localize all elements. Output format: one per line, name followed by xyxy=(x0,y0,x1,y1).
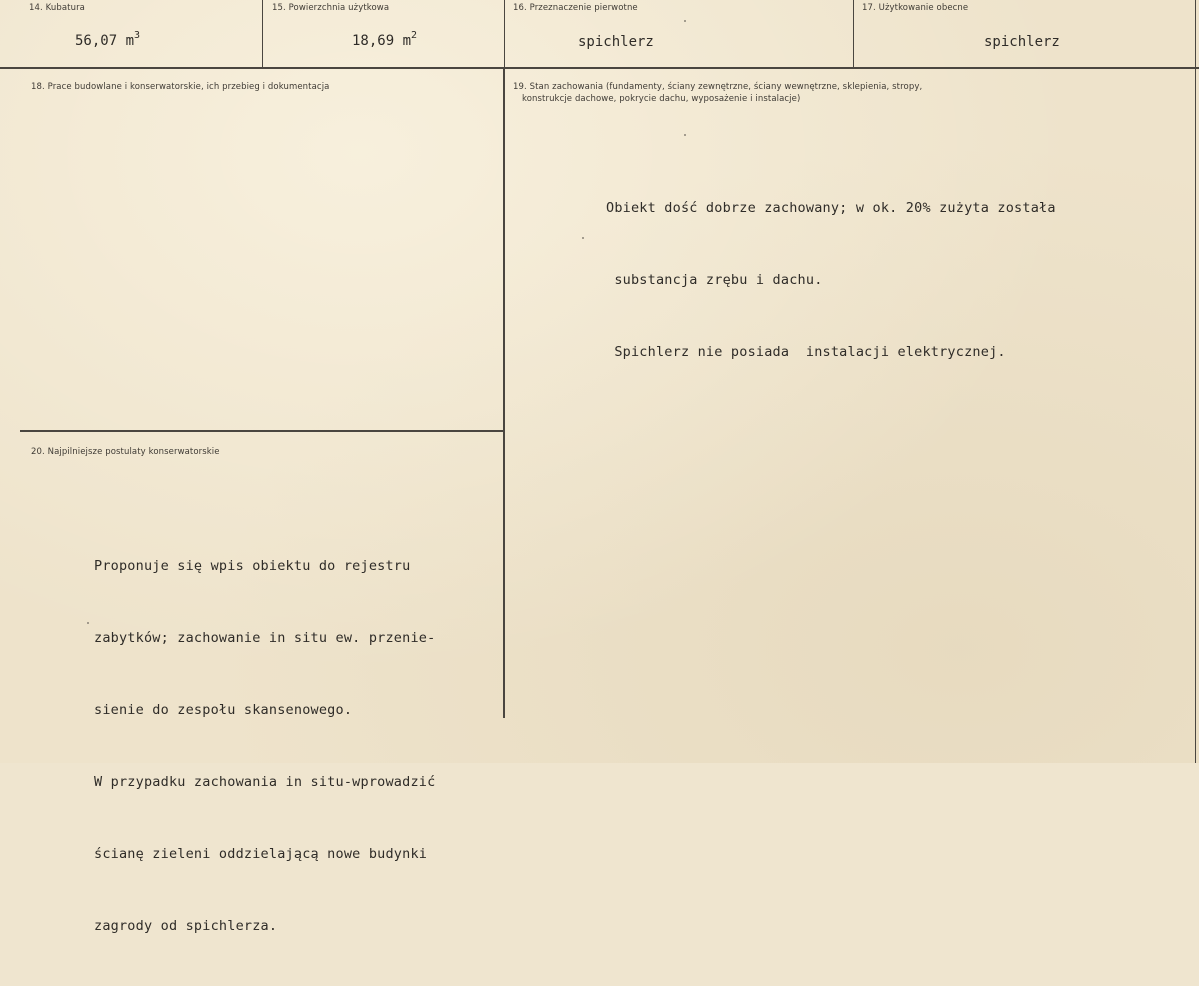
field-20-line: zabytków; zachowanie in situ ew. przenie- xyxy=(94,630,436,646)
field-19-line: Obiekt dość dobrze zachowany; w ok. 20% zużyta została xyxy=(606,200,1056,216)
powierzchnia-unit: m xyxy=(402,33,412,49)
paper-speck xyxy=(582,237,584,239)
top-row-bottom-rule xyxy=(0,67,1199,69)
field-19-line: substancja zrębu i dachu. xyxy=(606,272,823,288)
field-19-label-line2: konstrukcje dachowe, pokrycie dachu, wyposażenie i instalacje) xyxy=(522,94,801,104)
field-18-bottom-rule xyxy=(20,430,503,432)
field-17-label: 17. Użytkowanie obecne xyxy=(862,3,969,13)
kubatura-exponent: 3 xyxy=(134,30,141,41)
divider-14-15 xyxy=(262,0,263,68)
field-18-label: 18. Prace budowlane i konserwatorskie, ich przebieg i dokumentacja xyxy=(31,82,330,92)
field-20-line: ścianę zieleni oddzielającą nowe budynki xyxy=(94,846,428,862)
field-15-label: 15. Powierzchnia użytkowa xyxy=(272,3,390,13)
field-19-line: Spichlerz nie posiada instalacji elektrycznej. xyxy=(606,344,1006,360)
paper-speck xyxy=(684,20,686,22)
kubatura-number: 56,07 xyxy=(75,33,118,49)
field-17-value: spichlerz xyxy=(984,34,1060,50)
main-vertical-divider xyxy=(503,68,505,718)
divider-16-17 xyxy=(853,0,854,68)
field-20-line: sienie do zespołu skansenowego. xyxy=(94,702,353,718)
kubatura-unit: m xyxy=(125,33,135,49)
field-20-text xyxy=(94,506,435,986)
field-19-label-line1: 19. Stan zachowania (fundamenty, ściany zewnętrzne, ściany wewnętrzne, sklepienia, stropy, xyxy=(513,82,923,92)
field-16-value: spichlerz xyxy=(578,34,654,50)
field-20-line: zagrody od spichlerza. xyxy=(94,918,278,934)
field-14-label: 14. Kubatura xyxy=(29,3,85,13)
field-16-label: 16. Przeznaczenie pierwotne xyxy=(513,3,638,13)
powierzchnia-number: 18,69 xyxy=(352,33,395,49)
divider-15-16 xyxy=(504,0,505,68)
field-14-value xyxy=(75,30,141,49)
right-edge-rule xyxy=(1195,0,1196,763)
field-20-line: W przypadku zachowania in situ-wprowadzić xyxy=(94,774,436,790)
paper-speck xyxy=(684,134,686,136)
paper-speck xyxy=(87,622,89,624)
powierzchnia-exponent: 2 xyxy=(411,30,418,41)
field-20-line: Proponuje się wpis obiektu do rejestru xyxy=(94,558,411,574)
field-19-text xyxy=(606,148,1056,412)
field-15-value xyxy=(352,30,418,49)
field-20-label: 20. Najpilniejsze postulaty konserwatorskie xyxy=(31,447,220,457)
